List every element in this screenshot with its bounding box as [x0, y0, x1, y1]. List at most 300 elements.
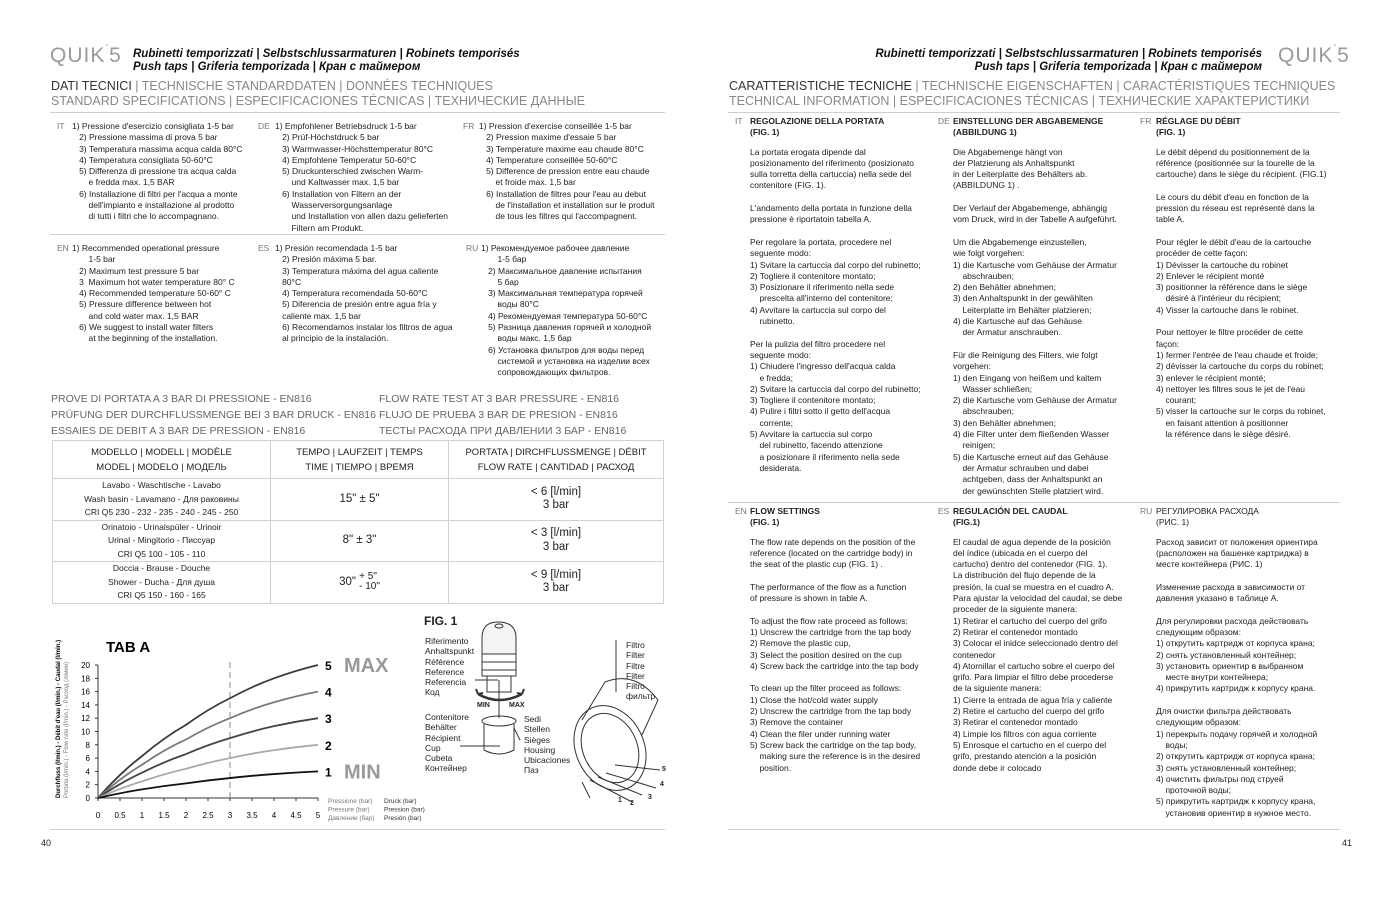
reference-label-line: Referencia: [425, 677, 467, 688]
filter-label-line: Filtro: [626, 681, 645, 692]
section-line: donde debe ir colocado: [953, 762, 1042, 773]
position-number: 3: [648, 794, 652, 801]
position-number: 4: [660, 781, 664, 788]
section-line: The performance of the flow as a function: [750, 581, 907, 592]
section-title: РЕГУЛИРОВКА РАСХОДА: [1156, 506, 1259, 516]
x-tick-label: 4: [271, 811, 277, 820]
time-cell: 8" ± 3": [271, 520, 449, 562]
section-line: 5) visser la cartouche sur le corps du robinet,: [1156, 406, 1326, 417]
section-line: del rubinetto, facendo attenzione: [750, 440, 883, 451]
spec-line: e fredda max. 1,5 BAR: [72, 177, 175, 188]
spec-list: [481, 243, 651, 379]
section-line: en faisant attention à positionner: [1156, 417, 1289, 428]
divider: [728, 502, 1340, 503]
section-line: Per la pulizia del filtro procedere nel: [750, 338, 886, 349]
section-line: проточной воды;: [1156, 785, 1232, 796]
spec-line: 1-5 bar: [72, 254, 116, 265]
section-line: 1) Close the hot/cold water supply: [750, 694, 879, 705]
y-axis-label: Durchfluss (l/min.) - Débit d'eau (l/min.) - Caudal (l/min.): [56, 639, 62, 798]
time-cell: 30" + 5" - 10": [271, 562, 449, 604]
filter-label-line: Filter: [626, 670, 645, 681]
spec-line: 3) Temperature maxime eau chaude 80°C: [479, 143, 644, 154]
section-line: 2) Remove the plastic cup,: [750, 638, 851, 649]
x-tick-label: 4.5: [290, 811, 302, 820]
section-line: sulla torretta della cartuccia) nella sede del: [750, 169, 912, 180]
section-line: [953, 226, 1117, 237]
housing-label-line: Stellen: [524, 724, 550, 735]
section-line: [1156, 226, 1327, 237]
section-line: 3) den Anhaltspunkt in der gewählten: [953, 293, 1093, 304]
section-line: Para ajustar la velocidad del caudal, se debe: [953, 593, 1123, 604]
filter-label-line: Filtro: [626, 640, 645, 650]
section-line: 3) Posizionare il riferimento nella sede: [750, 282, 895, 293]
spec-line: dell'impianto e installazione al prodotto: [72, 200, 235, 211]
spec-line: Filtern am Produkt.: [275, 222, 364, 233]
cup-label-line: Behälter: [425, 722, 457, 733]
section-line: 5) прикрутить картридж к корпусу крана,: [1156, 796, 1316, 807]
table-header-row: [53, 441, 664, 479]
section-subtitle: (РИС. 1): [1156, 517, 1190, 528]
section-line: 4) Visser la cartouche dans le robinet.: [1156, 304, 1299, 315]
section-line: der gewünschten Stelle platziert wird.: [953, 485, 1104, 496]
y-tick-label: 14: [81, 700, 90, 710]
spec-line: 1) Рекомендуемое рабочее давление: [481, 243, 630, 253]
cup-label-line: Récipient: [425, 732, 461, 743]
x-tick-label: 0: [95, 811, 101, 820]
reference-label-line: Код: [425, 687, 440, 698]
section-line: proceder de la siguiente manera:: [953, 604, 1078, 615]
min-label: MIN: [477, 702, 490, 709]
spec-list: [275, 243, 453, 345]
x-axis-label: Presión (bar): [384, 815, 422, 822]
section-line: grifo. Para limpiar el filtro debe procederse: [953, 672, 1114, 683]
x-tick-label: 3.5: [246, 811, 258, 820]
section-line: Изменение расхода в зависимости от: [1156, 581, 1305, 592]
section-line: 1) Dévisser la cartouche du robinet: [1156, 259, 1288, 270]
page-title-left: Rubinetti temporizzati | Selbstschlussarmaturen | Robinets temporisés Push taps | Griferia temporizada | Кран с таймером: [133, 48, 520, 73]
reference-label-line: Anhaltspunkt: [425, 646, 475, 657]
spec-line: 5) Pressure difference between hot: [72, 299, 212, 310]
section-body: [1156, 506, 1318, 819]
section-line: 3) снять установленный контейнер;: [1156, 762, 1297, 773]
spec-line: воды 80°C: [481, 299, 539, 310]
spec-line: 6) We suggest to install water filters: [72, 322, 214, 333]
divider: [50, 112, 665, 113]
spec-line: caliente max. 1,5 bar: [275, 310, 361, 321]
spec-line: 5) Diferencia de presión entre agua fría y: [275, 299, 437, 310]
spec-line: 4) Temperatura recomendada 50-60°C: [275, 288, 428, 299]
section-title: REGULACIÓN DEL CAUDAL: [953, 506, 1068, 516]
section-line: 3) Retirar el contenedor montado: [953, 717, 1078, 728]
section-line: 1) Cierre la entrada de agua fría y caliente: [953, 694, 1113, 705]
spec-line: de l'installation et installation sur le produit: [479, 200, 655, 211]
section-line: [750, 672, 920, 683]
x-tick-label: 2: [183, 811, 189, 820]
section-line: [1156, 604, 1318, 615]
section-line: pressione è riportatoin tabella A.: [750, 214, 872, 225]
section-line: Pour nettoyer le filtre procéder de cette: [1156, 327, 1303, 338]
spec-line: 5 бар: [481, 276, 519, 287]
spec-line: 1) Presión recomendada 1-5 bar: [275, 243, 398, 253]
position-number: 5: [662, 766, 666, 773]
section-line: воды;: [1156, 739, 1188, 750]
section-line: making sure the reference is in the desired: [750, 751, 921, 762]
section-line: Для очистки фильтра действовать: [1156, 706, 1292, 717]
section-line: 4) очистить фильтры под струей: [1156, 773, 1284, 784]
table-row: [53, 562, 664, 604]
flow-test-heading-left: PROVE DI PORTATA A 3 BAR DI PRESSIONE - EN816 PRÜFUNG DER DURCHFLUSSMENGE BEI 3 BAR DRUCK - EN816 ESSAIES DE DEBIT A 3 BAR DE PRESSION - EN816: [51, 393, 376, 437]
section-line: seguente modo:: [750, 349, 811, 360]
spec-line: al principio de la instalación.: [275, 333, 389, 344]
section-line: Der Verlauf der Abgabemenge, abhängig: [953, 203, 1108, 214]
section-line: der Armatur schrauben und dabei: [953, 462, 1089, 473]
spec-line: 1) Empfohlener Betriebsdruck 1-5 bar: [275, 121, 417, 131]
section-line: 4) die Filter unter dem fließenden Wasser: [953, 429, 1110, 440]
spec-line: 6) Installazione di filtri per l'acqua a monte: [72, 188, 238, 199]
y-tick-label: 12: [81, 714, 90, 724]
section-line: 3) positionner la référence dans le siège: [1156, 282, 1308, 293]
spec-line: 4) Temperatura consigliata 50-60°C: [72, 154, 213, 165]
section-line: grifo, prestando atención a la posición: [953, 751, 1097, 762]
flow-rate-chart: [0, 600, 430, 830]
section-line: 2) dévisser la cartouche du corps du robinet;: [1156, 361, 1324, 372]
table-row: [53, 520, 664, 562]
x-tick-label: 1.5: [158, 811, 170, 820]
section-line: 5) Screw back the cartridge on the tap body,: [750, 739, 917, 750]
section-line: façon:: [1156, 338, 1180, 349]
section-line: 2) Togliere il contenitore montato;: [750, 270, 876, 281]
section-line: courant;: [1156, 395, 1197, 406]
spec-list: [275, 121, 448, 234]
section-line: Для регулировки расхода действовать: [1156, 615, 1309, 626]
header-time: TEMPO | LAUFZEIT | TEMPS TIME | TIEMPO | ВРЕМЯ: [271, 441, 449, 479]
section-line: следующим образом:: [1156, 717, 1241, 728]
section-line: 1) Chiudere l'ingresso dell'acqua calda: [750, 361, 896, 372]
section-line: vom Druck, wird in der Tabelle A aufgeführt.: [953, 214, 1117, 225]
language-code: EN: [57, 243, 69, 253]
y-tick-label: 8: [85, 740, 90, 750]
spec-line: 3) Warmwasser-Höchsttemperatur 80°C: [275, 143, 434, 154]
section-line: 4) Atornillar el cartucho sobre el cuerpo del: [953, 660, 1115, 671]
section-line: установив ориентир в нужное место.: [1156, 807, 1312, 818]
page-number-left: 40: [41, 838, 52, 848]
section-line: [953, 192, 1117, 203]
section-line: a posizionare il riferimento nella sede: [750, 451, 900, 462]
section-line: 1) die Kartusche vom Gehäuse der Armatur: [953, 259, 1117, 270]
section-line: To clean up the filter proceed as follows:: [750, 683, 902, 694]
spec-line: and cold water max. 1,5 BAR: [72, 310, 199, 321]
section-line: [1156, 180, 1327, 191]
section-line: [953, 339, 1117, 350]
section-line: 2) den Behälter abnehmen;: [953, 282, 1057, 293]
section-line: следующим образом:: [1156, 626, 1241, 637]
y-tick-label: 16: [81, 687, 90, 697]
y-tick-label: 18: [81, 674, 90, 684]
section-line: del índice (ubicada en el cuerpo del: [953, 547, 1088, 558]
page-title-right: Rubinetti temporizzati | Selbstschlussarmaturen | Robinets temporisés Push taps | Griferia temporizada | Кран с таймером: [875, 48, 1262, 73]
reference-label: [425, 636, 474, 698]
reference-label-line: Reference: [425, 666, 465, 677]
section-line: [750, 192, 921, 203]
cup-label-line: Cup: [425, 742, 441, 753]
section-line: The flow rate depends on the position of the: [750, 536, 916, 547]
spec-line: 2) Максимальное давление испытания: [481, 265, 642, 276]
section-line: 1) перекрыть подачу горячей и холодной: [1156, 728, 1318, 739]
filter-label-line: фильтр: [626, 691, 656, 702]
section-line: Le débit dépend du positionnement de la: [1156, 146, 1310, 157]
spec-line: 3) Максимальная температура горячей: [481, 288, 643, 299]
section-subtitle: (ABBILDUNG 1): [953, 127, 1017, 138]
header-model: MODELLO | MODELL | MODÈLE MODEL | MODELO | МОДЕЛЬ: [53, 441, 271, 479]
fig1-title: FIG. 1: [424, 614, 458, 628]
section-line: Leiterplatte im Behälter platzieren;: [953, 304, 1092, 315]
spec-line: 1-5 бар: [481, 254, 527, 265]
page-number-right: 41: [1342, 838, 1353, 848]
section-line: 2) снять установленный контейнер;: [1156, 649, 1297, 660]
section-line: [1156, 316, 1327, 327]
section-line: 4) Clean the filer under running water: [750, 728, 891, 739]
flow-rate-table: [52, 440, 664, 604]
section-line: der Platzierung als Anhaltspunkt: [953, 157, 1075, 168]
section-line: 2) Svitare la cartuccia dal corpo del rubinetto;: [750, 383, 921, 394]
section-line: To adjust the flow rate proceed as follows:: [750, 615, 908, 626]
section-line: 3) Remove the container: [750, 717, 844, 728]
cup-label-line: Cubeta: [425, 753, 453, 764]
section-line: 1) открутить картридж от корпуса крана;: [1156, 638, 1315, 649]
spec-line: 1) Recommended operational pressure: [72, 243, 220, 253]
flow-cell: < 6 [l/min] 3 bar: [449, 479, 664, 521]
min-annotation: MIN: [344, 761, 381, 784]
spec-line: воды макс. 1,5 бар: [481, 333, 572, 344]
spec-line: 1) Pressione d'esercizio consigliata 1-5 bar: [72, 121, 234, 131]
language-code: RU: [466, 243, 479, 253]
quik5-logo: QUIK°5: [1278, 44, 1350, 67]
y-tick-label: 0: [85, 794, 90, 803]
section-line: corrente;: [750, 417, 793, 428]
section-line: 3) установить ориентир в выбранном: [1156, 660, 1304, 671]
cup-label-line: Контейнер: [425, 763, 467, 774]
flow-test-heading-right: FLOW RATE TEST AT 3 BAR PRESSURE - EN816 FLUJO DE PRUEBA 3 BAR DE PRESION - EN816 ТЕСТЫ РАСХОДА ПРИ ДАВЛЕНИИ 3 БАР - EN816: [379, 393, 627, 437]
housing-label-line: Паз: [524, 765, 539, 776]
filter-label-line: Filtre: [626, 660, 645, 671]
section-line: 3) Colocar el inidce seleccionado dentro del: [953, 638, 1118, 649]
x-axis-label: Pression (bar): [384, 806, 425, 814]
section-line: 2) Retirar el contenedor montado: [953, 626, 1078, 637]
section-line: cartucho) dentro del contenedor (FIG. 1).: [953, 559, 1108, 570]
spec-line: 2) Pressione massima di prova 5 bar: [72, 132, 218, 143]
section-line: давления указано в таблице А.: [1156, 593, 1279, 604]
section-line: of pressure is shown in table A.: [750, 593, 868, 604]
section-line: table A.: [1156, 214, 1185, 225]
spec-line: 2) Pression maxime d'essaie 5 bar: [479, 132, 617, 143]
y-tick-label: 10: [81, 727, 90, 737]
section-line: contenitore (FIG. 1).: [750, 180, 827, 191]
series-label: 3: [325, 712, 332, 727]
housing-label: [524, 714, 570, 776]
section-line: (расположен на башенке картриджа) в: [1156, 547, 1309, 558]
section-line: Le cours du débit d'eau en fonction de la: [1156, 191, 1309, 202]
spec-line: 3) Temperatura massima acqua calda 80°C: [72, 143, 243, 154]
spec-line: 6) Recomendamos instalar los filtros de agua: [275, 322, 453, 333]
spec-line: 4) Empfohlene Temperatur 50-60°C: [275, 154, 417, 165]
section-line: de la siguiente manera:: [953, 683, 1042, 694]
spec-line: 5) Druckunterschied zwischen Warm-: [275, 166, 424, 177]
series-label: 4: [325, 685, 332, 700]
section-line: 3) Select the position desired on the cup: [750, 649, 902, 660]
language-code: ES: [258, 243, 270, 253]
y-tick-label: 6: [85, 754, 90, 764]
section-line: désiré à l'intérieur du récipient;: [1156, 293, 1281, 304]
section-line: pression du réseau est représenté dans la: [1156, 203, 1315, 214]
section-line: [750, 327, 921, 338]
section-line: 2) Unscrew the cartridge from the tap body: [750, 706, 912, 717]
spec-line: 5) Difference de pression entre eau chaude: [479, 166, 650, 177]
section-line: 5) die Kartusche erneut auf das Gehäuse: [953, 451, 1109, 462]
section-line: Wasser schließen;: [953, 383, 1033, 394]
section-line: Per regolare la portata, procedere nel: [750, 236, 892, 247]
section-line: месте внутри контейнера;: [1156, 672, 1269, 683]
spec-line: de tous les filtres qui l'accompagnent.: [479, 211, 638, 222]
cup-label-line: Contenitore: [425, 712, 469, 722]
housing-label-line: Ubicaciones: [524, 755, 571, 766]
section-line: posizionamento del riferimento (posizionato: [750, 157, 914, 168]
section-line: rubinetto.: [750, 316, 795, 327]
section-body: [750, 116, 921, 474]
x-tick-label: 0.5: [114, 811, 126, 820]
section-line: reinigen;: [953, 440, 996, 451]
language-code: ES: [938, 506, 950, 516]
series-label: 5: [325, 659, 332, 673]
spec-line: Wasserversorgungsanlage: [275, 200, 393, 211]
section-line: 4) Limpie los filtros con agua corriente: [953, 728, 1097, 739]
position-number: 2: [630, 800, 634, 807]
section-line: vorgehen:: [953, 361, 991, 372]
language-code: DE: [938, 116, 950, 126]
section-line: abschrauben;: [953, 406, 1014, 417]
series-label: 1: [325, 765, 332, 780]
section-line: seguente modo:: [750, 248, 811, 259]
section-line: reference (located on the cartridge body) in: [750, 547, 913, 558]
section-line: abschrauben;: [953, 270, 1014, 281]
spec-line: сопровождающих фильтров.: [481, 367, 611, 378]
section-line: cartouche) dans le siège du récipient. (FIG.1): [1156, 169, 1327, 180]
section-title: REGOLAZIONE DELLA PORTATA: [750, 116, 885, 126]
section-line: El caudal de agua depende de la posición: [953, 536, 1111, 547]
section-subtitle: (FIG. 1): [1156, 127, 1186, 138]
spec-line: 5) Разница давления горячей и холодной: [481, 322, 652, 333]
header-flow: PORTATA | DIRCHFLUSSMENGE | DÉBIT FLOW RATE | CANTIDAD | РАСХОД: [449, 441, 664, 479]
section-line: the seat of the plastic cup (FIG. 1) .: [750, 559, 883, 570]
section-line: 4) Screw back the cartridge into the tap body: [750, 660, 919, 671]
left-section-heading: DATI TECNICI | TECHNISCHE STANDARDDATEN | DONNÉES TECHNIQUES STANDARD SPECIFICATIONS | ESPECIFICACIONES TÉCNICAS | ТЕХНИЧЕСКИЕ ДАННЫЕ: [51, 79, 585, 108]
section-line: (ABBILDUNG 1) .: [953, 180, 1020, 191]
position-number: 1: [618, 797, 622, 804]
right-section-heading: CARATTERISTICHE TECNICHE | TECHNISCHE EIGENSCHAFTEN | CARACTÉRISTIQUES TECHNIQUES TECHNICAL INFORMATION | ESPECIFICACIONES TÉCNICAS | ТЕХНИЧЕСКИЕ ХАРАКТЕРИСТИКИ: [729, 79, 1336, 108]
section-subtitle: (FIG.1): [953, 517, 980, 528]
spec-line: 2) Prüf-Höchstdruck 5 bar: [275, 132, 380, 143]
spec-line: 6) Installation de filtres pour l'eau au debut: [479, 188, 647, 199]
section-title: RÉGLAGE DU DÉBIT: [1156, 116, 1241, 126]
section-line: 3) enlever le récipient monté;: [1156, 372, 1266, 383]
section-line: la référence dans le siège désiré.: [1156, 429, 1291, 440]
section-line: 2) Retire el cartucho del cuerpo del grifo: [953, 706, 1105, 717]
housing-label-line: Housing: [524, 744, 556, 755]
divider: [728, 112, 1340, 113]
section-line: 4) die Kartusche auf das Gehäuse: [953, 316, 1082, 327]
section-line: 2) Enlever le récipient monté: [1156, 270, 1265, 281]
cup-label: [425, 712, 469, 774]
max-label: MAX: [509, 702, 525, 709]
language-code: FR: [463, 121, 475, 131]
spec-line: und Kaltwasser max. 1,5 bar: [275, 177, 400, 188]
spec-line: di tutti i filtri che lo accompagnano.: [72, 211, 219, 222]
housing-label-line: Sedi: [524, 714, 542, 724]
series-line-3: [98, 718, 318, 798]
divider: [50, 234, 665, 235]
section-line: Für die Reinigung des Filters, wie folgt: [953, 349, 1098, 360]
language-code: IT: [57, 121, 65, 131]
quik5-logo: QUIK°5: [50, 44, 122, 67]
x-axis-label: Druck (bar): [384, 798, 417, 805]
max-annotation: MAX: [344, 655, 389, 677]
series-label: 2: [325, 738, 332, 753]
chart-title: TAB A: [106, 639, 151, 656]
section-line: 2) открутить картридж от корпуса крана;: [1156, 751, 1315, 762]
section-line: Die Abgabemenge hängt von: [953, 146, 1063, 157]
language-code: IT: [735, 116, 743, 126]
spec-list: [72, 243, 235, 345]
section-body: [953, 116, 1117, 497]
section-line: La distribución del flujo depende de la: [953, 570, 1096, 581]
section-line: der Armatur anschrauben.: [953, 327, 1061, 338]
section-line: La portata erogata dipende dal: [750, 146, 866, 157]
section-line: месте контейнера (РИС. 1): [1156, 559, 1263, 570]
table-row: [53, 479, 664, 521]
filter-label-line: Filter: [626, 650, 645, 661]
spec-line: 80°C: [275, 276, 302, 287]
section-line: 1) Unscrew the cartridge from the tap body: [750, 626, 912, 637]
spec-line: at the beginning of the installation.: [72, 333, 218, 344]
spec-line: системой и установка на изделии всех: [481, 355, 650, 366]
y-tick-label: 4: [85, 767, 90, 777]
model-cell: Doccia - Brause - Douche Shower - Ducha - Для душа CRI Q5 150 - 160 - 165: [53, 562, 271, 604]
section-line: 5) Enrosque el cartucho en el cuerpo del: [953, 739, 1107, 750]
section-body: [750, 506, 920, 774]
section-line: in der Leiterplatte des Behälters ab.: [953, 169, 1088, 180]
section-line: achtgeben, dass der Anhaltspunkt an: [953, 474, 1103, 485]
spec-list: [479, 121, 655, 223]
section-line: 3) den Behälter abnehmen;: [953, 417, 1057, 428]
section-line: desiderata.: [750, 462, 802, 473]
x-axis-label: Pressure (bar): [328, 806, 370, 814]
spec-line: 4) Recommended temperature 50-60° C: [72, 288, 231, 299]
spec-line: 4) Рекомендуемая температура 50-60°C: [481, 310, 648, 321]
model-cell: Lavabo - Waschtische - Lavabo Wash basin - Lavamano - Для раковины CRI Q5 230 - 232 - 235 - 240 - 245 - 250: [53, 479, 271, 521]
section-line: 4) nettoyer les filtres sous le jet de l'eau: [1156, 383, 1306, 394]
section-title: EINSTELLUNG DER ABGABEMENGE: [953, 116, 1104, 126]
section-title: FLOW SETTINGS: [750, 506, 820, 516]
section-line: 1) den Eingang von heißem und kaltem: [953, 372, 1102, 383]
section-line: 1) fermer l'entrée de l'eau chaude et froide;: [1156, 349, 1319, 360]
section-line: Pour régler le débit d'eau de la cartouche: [1156, 236, 1312, 247]
housing-label-line: Sièges: [524, 734, 550, 745]
section-line: [750, 226, 921, 237]
section-line: prescelta all'interno del contenitore;: [750, 293, 893, 304]
section-line: 1) Retirar el cartucho del cuerpo del grifo: [953, 615, 1108, 626]
section-line: 4) прикрутить картридж к корпусу крана.: [1156, 683, 1316, 694]
section-line: 4) Avvitare la cartuccia sul corpo del: [750, 304, 886, 315]
flow-cell: < 9 [l/min] 3 bar: [449, 562, 664, 604]
